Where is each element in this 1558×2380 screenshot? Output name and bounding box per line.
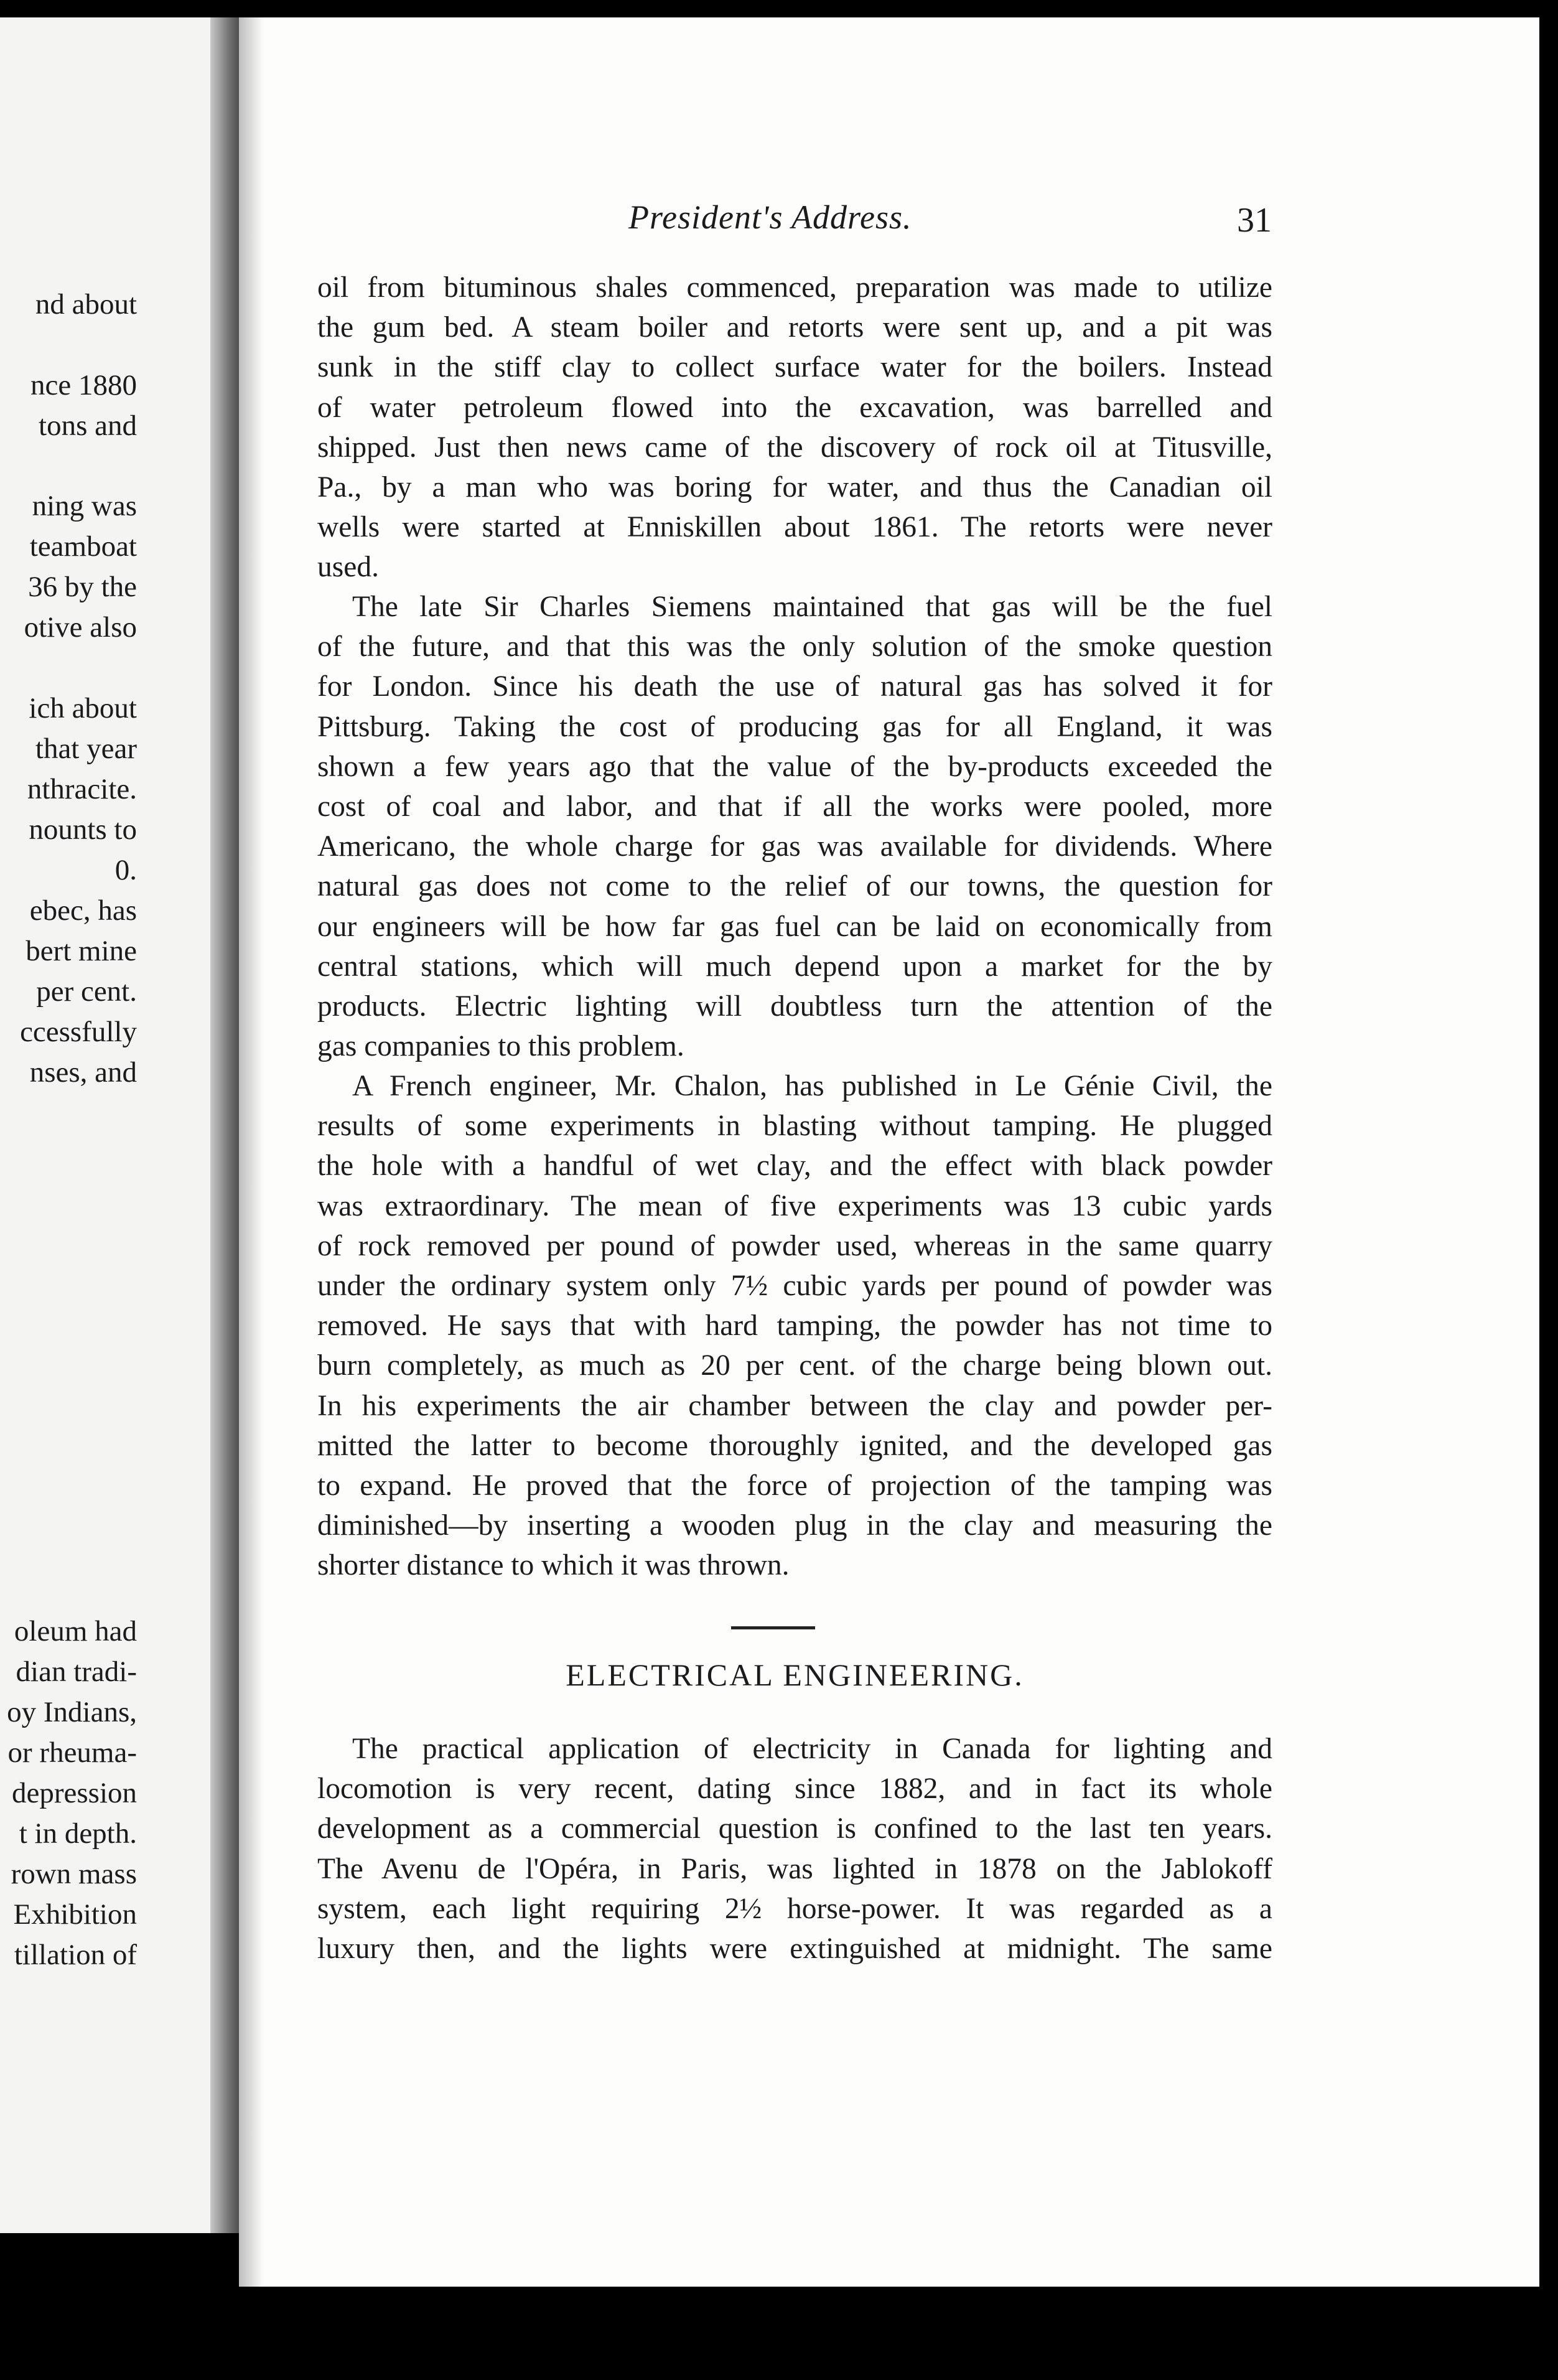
text-line: was extraordinary. The mean of five experiments was 13 cubic yards: [317, 1189, 1272, 1222]
facing-page-line: t in depth.: [19, 1817, 137, 1850]
facing-page: [0, 17, 210, 2233]
text-line: wells were started at Enniskillen about 1861. The retorts were never: [317, 511, 1272, 544]
running-head: President's Address.: [628, 199, 912, 236]
text-line: A French engineer, Mr. Chalon, has published in Le Génie Civil, the: [352, 1070, 1272, 1102]
facing-page-line: nounts to: [29, 813, 137, 846]
text-line: shorter distance to which it was thrown.: [317, 1549, 790, 1582]
text-line: The late Sir Charles Siemens maintained that gas will be the fuel: [352, 591, 1272, 623]
text-line: products. Electric lighting will doubtless turn the attention of the: [317, 990, 1272, 1023]
paragraph: [317, 1066, 1272, 1586]
text-line: luxury then, and the lights were extinguished at midnight. The same: [317, 1933, 1272, 1965]
section-heading: ELECTRICAL ENGINEERING.: [566, 1657, 1024, 1692]
facing-page-line: nd about: [35, 288, 137, 321]
text-line: the gum bed. A steam boiler and retorts were sent up, and a pit was: [317, 311, 1272, 344]
section-divider: [731, 1626, 815, 1629]
text-line: system, each light requiring 2½ horse-power. It was regarded as a: [317, 1892, 1272, 1925]
facing-page-line: Exhibition: [13, 1898, 137, 1931]
text-line: under the ordinary system only 7½ cubic yards per pound of powder was: [317, 1270, 1272, 1303]
facing-page-line: or rheuma-: [7, 1736, 137, 1769]
text-line: for London. Since his death the use of natural gas has solved it for: [317, 670, 1272, 703]
facing-page-line: otive also: [24, 611, 137, 644]
text-line: locomotion is very recent, dating since 1882, and in fact its whole: [317, 1773, 1272, 1806]
text-line: The practical application of electricity in Canada for lighting and: [352, 1733, 1272, 1765]
facing-page-line: per cent.: [36, 975, 137, 1008]
text-line: burn completely, as much as 20 per cent. of the charge being blown out.: [317, 1349, 1272, 1382]
text-line: gas companies to this problem.: [317, 1030, 684, 1063]
facing-page-line: oleum had: [14, 1615, 137, 1647]
text-line: the hole with a handful of wet clay, and the effect with black powder: [317, 1150, 1272, 1183]
facing-page-line: nce 1880: [30, 369, 137, 401]
text-line: In his experiments the air chamber between the clay and powder per-: [317, 1389, 1272, 1422]
text-line: shown a few years ago that the value of the by-products exceeded the: [317, 750, 1272, 783]
page-shadow: [239, 17, 264, 2287]
text-line: results of some experiments in blasting without tamping. He plugged: [317, 1110, 1272, 1143]
facing-page-line: teamboat: [29, 530, 137, 563]
text-line: sunk in the stiff clay to collect surface water for the boilers. Instead: [317, 351, 1272, 384]
facing-page-line: 0.: [114, 854, 137, 886]
text-line: central stations, which will much depend upon a market for the by: [317, 950, 1272, 983]
text-line: of the future, and that this was the only solution of the smoke question: [317, 630, 1272, 663]
text-line: shipped. Just then news came of the discovery of rock oil at Titusville,: [317, 431, 1272, 464]
facing-page-line: that year: [35, 733, 137, 765]
text-line: removed. He says that with hard tamping, the powder has not time to: [317, 1309, 1272, 1342]
text-line: Pa., by a man who was boring for water, and thus the Canadian oil: [317, 471, 1272, 504]
facing-page-text: [0, 17, 210, 2233]
paragraph: [317, 268, 1272, 588]
facing-page-line: ich about: [29, 692, 137, 724]
text-line: Pittsburg. Taking the cost of producing gas for all England, it was: [317, 710, 1272, 743]
text-line: The Avenu de l'Opéra, in Paris, was lighted in 1878 on the Jablokoff: [317, 1852, 1272, 1885]
facing-page-line: dian tradi-: [16, 1656, 137, 1688]
text-line: Americano, the whole charge for gas was available for dividends. Where: [317, 830, 1272, 863]
facing-page-line: 36 by the: [28, 571, 137, 603]
paragraph: [317, 587, 1272, 1066]
facing-page-line: depression: [11, 1777, 137, 1809]
text-line: our engineers will be how far gas fuel can be laid on economically from: [317, 910, 1272, 943]
text-line: of water petroleum flowed into the excavation, was barrelled and: [317, 391, 1272, 424]
facing-page-line: tons and: [39, 410, 137, 442]
facing-page-line: nthracite.: [27, 773, 137, 805]
text-line: of rock removed per pound of powder used, whereas in the same quarry: [317, 1229, 1272, 1262]
facing-page-line: rown mass: [11, 1858, 137, 1890]
text-line: development as a commercial question is confined to the last ten years.: [317, 1812, 1272, 1845]
facing-page-line: ccessfully: [20, 1016, 137, 1048]
text-line: cost of coal and labor, and that if all the works were pooled, more: [317, 790, 1272, 823]
facing-page-line: bert mine: [26, 935, 137, 967]
facing-page-line: ebec, has: [29, 894, 137, 927]
facing-page-line: oy Indians,: [7, 1696, 137, 1728]
paragraph: [317, 1729, 1272, 1969]
facing-page-line: ning was: [32, 490, 137, 522]
text-line: natural gas does not come to the relief of our towns, the question for: [317, 870, 1272, 903]
facing-page-line: nses, and: [29, 1056, 137, 1089]
text-line: diminished—by inserting a wooden plug in the clay and measuring the: [317, 1509, 1272, 1542]
facing-page-line: tillation of: [14, 1939, 137, 1971]
text-line: oil from bituminous shales commenced, preparation was made to utilize: [317, 271, 1272, 304]
text-line: used.: [317, 551, 379, 584]
text-line: mitted the latter to become thoroughly ignited, and the developed gas: [317, 1429, 1272, 1462]
page-number: 31: [1237, 201, 1272, 240]
text-line: to expand. He proved that the force of projection of the tamping was: [317, 1469, 1272, 1502]
